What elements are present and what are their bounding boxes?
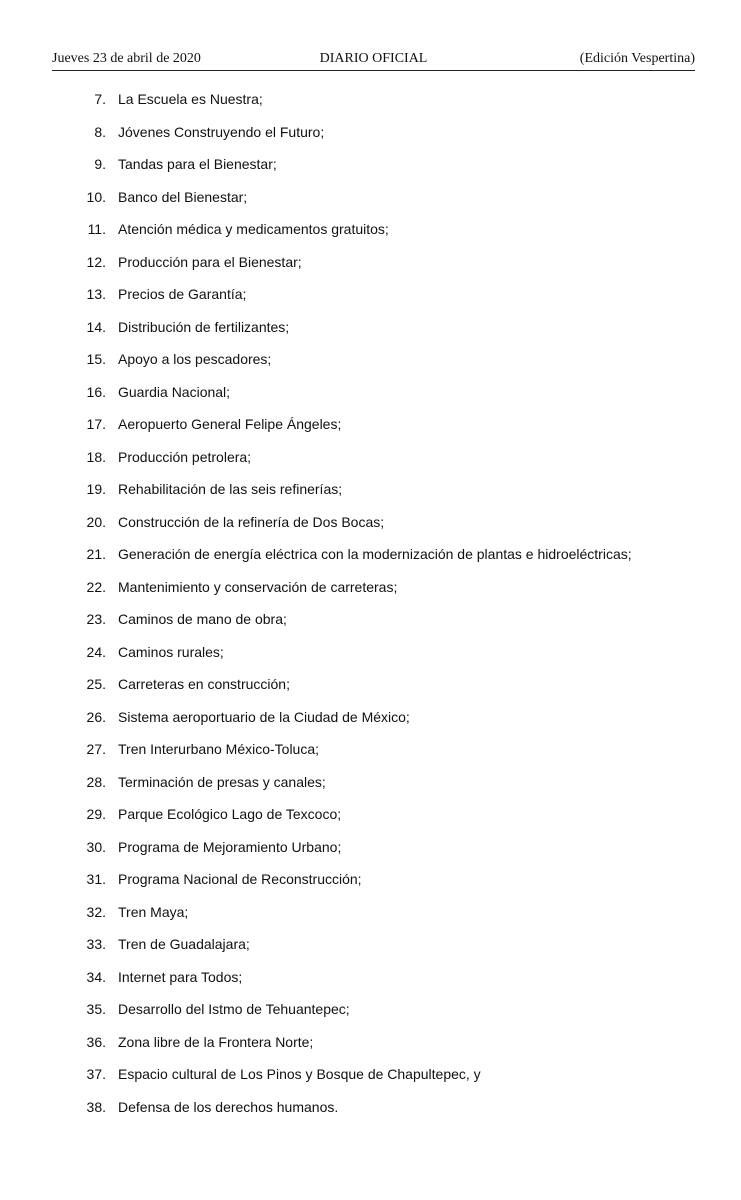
list-item — [0, 382, 741, 415]
list-item-number: 27. — [86, 741, 106, 757]
list-item-text: Guardia Nacional; — [118, 383, 231, 400]
list-item — [0, 252, 741, 285]
list-item-number: 35. — [86, 1001, 106, 1017]
list-item — [0, 317, 741, 350]
list-item — [0, 479, 741, 512]
list-item-text: Atención médica y medicamentos gratuitos; — [118, 221, 389, 237]
list-item-text: Tren de Guadalajara; — [118, 936, 250, 952]
list-item-text: Aeropuerto General Felipe Ángeles; — [118, 416, 342, 432]
list-item — [0, 349, 741, 382]
list-item-text: Carreteras en construcción; — [118, 676, 290, 692]
list-item — [0, 609, 741, 642]
list-item-text: Espacio cultural de Los Pinos y Bosque de Chapultepec, y — [118, 1066, 481, 1082]
list-item-number: 21. — [86, 546, 106, 562]
list-item-number: 20. — [86, 513, 106, 530]
list-item-text: Desarrollo del Istmo de Tehuantepec; — [118, 1001, 350, 1017]
list-item — [0, 187, 741, 220]
list-item — [0, 967, 741, 1000]
list-item-text: Rehabilitación de las seis refinerías; — [118, 481, 343, 497]
list-item-text: Producción petrolera; — [118, 448, 252, 465]
list-item-text: Mantenimiento y conservación de carreteras; — [118, 578, 398, 595]
header-edition: (Edición Vespertina) — [579, 51, 695, 66]
list-item-number: 28. — [86, 773, 106, 790]
list-item-number: 12. — [86, 253, 106, 270]
list-item — [0, 512, 741, 545]
header-date: Jueves 23 de abril de 2020 — [52, 51, 201, 66]
list-item-text: La Escuela es Nuestra; — [118, 91, 263, 107]
list-item-text: Parque Ecológico Lago de Texcoco; — [118, 806, 342, 822]
list-item-text: Sistema aeroportuario de la Ciudad de México; — [118, 708, 410, 725]
list-item-number: 34. — [86, 968, 106, 985]
list-item-number: 16. — [86, 383, 106, 400]
list-item-text: Programa de Mejoramiento Urbano; — [118, 838, 342, 855]
list-item-number: 14. — [86, 318, 106, 335]
list-item — [0, 284, 741, 317]
list-item-text: Tandas para el Bienestar; — [118, 156, 277, 172]
list-item-number: 25. — [86, 676, 106, 692]
list-item — [0, 772, 741, 805]
list-item-number: 10. — [86, 188, 106, 205]
numbered-list — [0, 89, 741, 1129]
list-item-text: Tren Interurbano México-Toluca; — [118, 741, 320, 757]
list-item-number: 9. — [94, 156, 106, 172]
list-item — [0, 869, 741, 902]
list-item — [0, 804, 741, 837]
list-item-number: 23. — [86, 611, 106, 627]
list-item-text: Precios de Garantía; — [118, 286, 247, 302]
list-item-number: 8. — [94, 123, 106, 140]
list-item-number: 22. — [86, 578, 106, 595]
list-item-number: 26. — [86, 708, 106, 725]
list-item — [0, 414, 741, 447]
list-item — [0, 739, 741, 772]
list-item-number: 30. — [86, 838, 106, 855]
page-header — [52, 50, 695, 71]
list-item — [0, 544, 741, 577]
list-item-number: 24. — [86, 643, 106, 660]
list-item — [0, 577, 741, 610]
list-item — [0, 89, 741, 122]
list-item — [0, 1064, 741, 1097]
list-item — [0, 642, 741, 675]
list-item — [0, 837, 741, 870]
list-item-text: Tren Maya; — [118, 903, 189, 920]
list-item-text: Distribución de fertilizantes; — [118, 318, 290, 335]
list-item-number: 7. — [94, 91, 106, 107]
list-item-number: 11. — [87, 221, 106, 237]
list-item — [0, 902, 741, 935]
list-item — [0, 219, 741, 252]
list-item — [0, 1097, 741, 1130]
list-item-text: Defensa de los derechos humanos. — [118, 1098, 339, 1115]
list-item-number: 33. — [86, 936, 106, 952]
list-item-number: 31. — [86, 871, 106, 887]
list-item — [0, 447, 741, 480]
list-item-number: 36. — [86, 1033, 106, 1050]
list-item-text: Caminos rurales; — [118, 643, 224, 660]
list-item-text: Banco del Bienestar; — [118, 188, 248, 205]
list-item-number: 17. — [86, 416, 106, 432]
list-item — [0, 1032, 741, 1065]
list-item-text: Construcción de la refinería de Dos Bocas; — [118, 513, 385, 530]
list-item-number: 38. — [86, 1098, 106, 1115]
list-item-text: Apoyo a los pescadores; — [118, 351, 272, 367]
list-item — [0, 122, 741, 155]
list-item — [0, 154, 741, 187]
list-item-number: 18. — [86, 448, 106, 465]
list-item — [0, 934, 741, 967]
list-item-number: 32. — [86, 903, 106, 920]
list-item-number: 37. — [86, 1066, 106, 1082]
list-item-number: 13. — [86, 286, 106, 302]
list-item-text: Internet para Todos; — [118, 968, 243, 985]
list-item-text: Zona libre de la Frontera Norte; — [118, 1033, 314, 1050]
list-item-text: Caminos de mano de obra; — [118, 611, 287, 627]
list-item-text: Producción para el Bienestar; — [118, 253, 302, 270]
list-item-number: 19. — [86, 481, 106, 497]
list-item-text: Generación de energía eléctrica con la modernización de plantas e hidroeléctricas; — [118, 546, 632, 562]
list-item-text: Jóvenes Construyendo el Futuro; — [118, 123, 325, 140]
list-item — [0, 707, 741, 740]
list-item-number: 15. — [86, 351, 106, 367]
list-item — [0, 674, 741, 707]
list-item-text: Terminación de presas y canales; — [118, 773, 326, 790]
list-item-number: 29. — [86, 806, 106, 822]
list-item-text: Programa Nacional de Reconstrucción; — [118, 871, 362, 887]
list-item — [0, 999, 741, 1032]
header-publication: DIARIO OFICIAL — [319, 51, 428, 66]
